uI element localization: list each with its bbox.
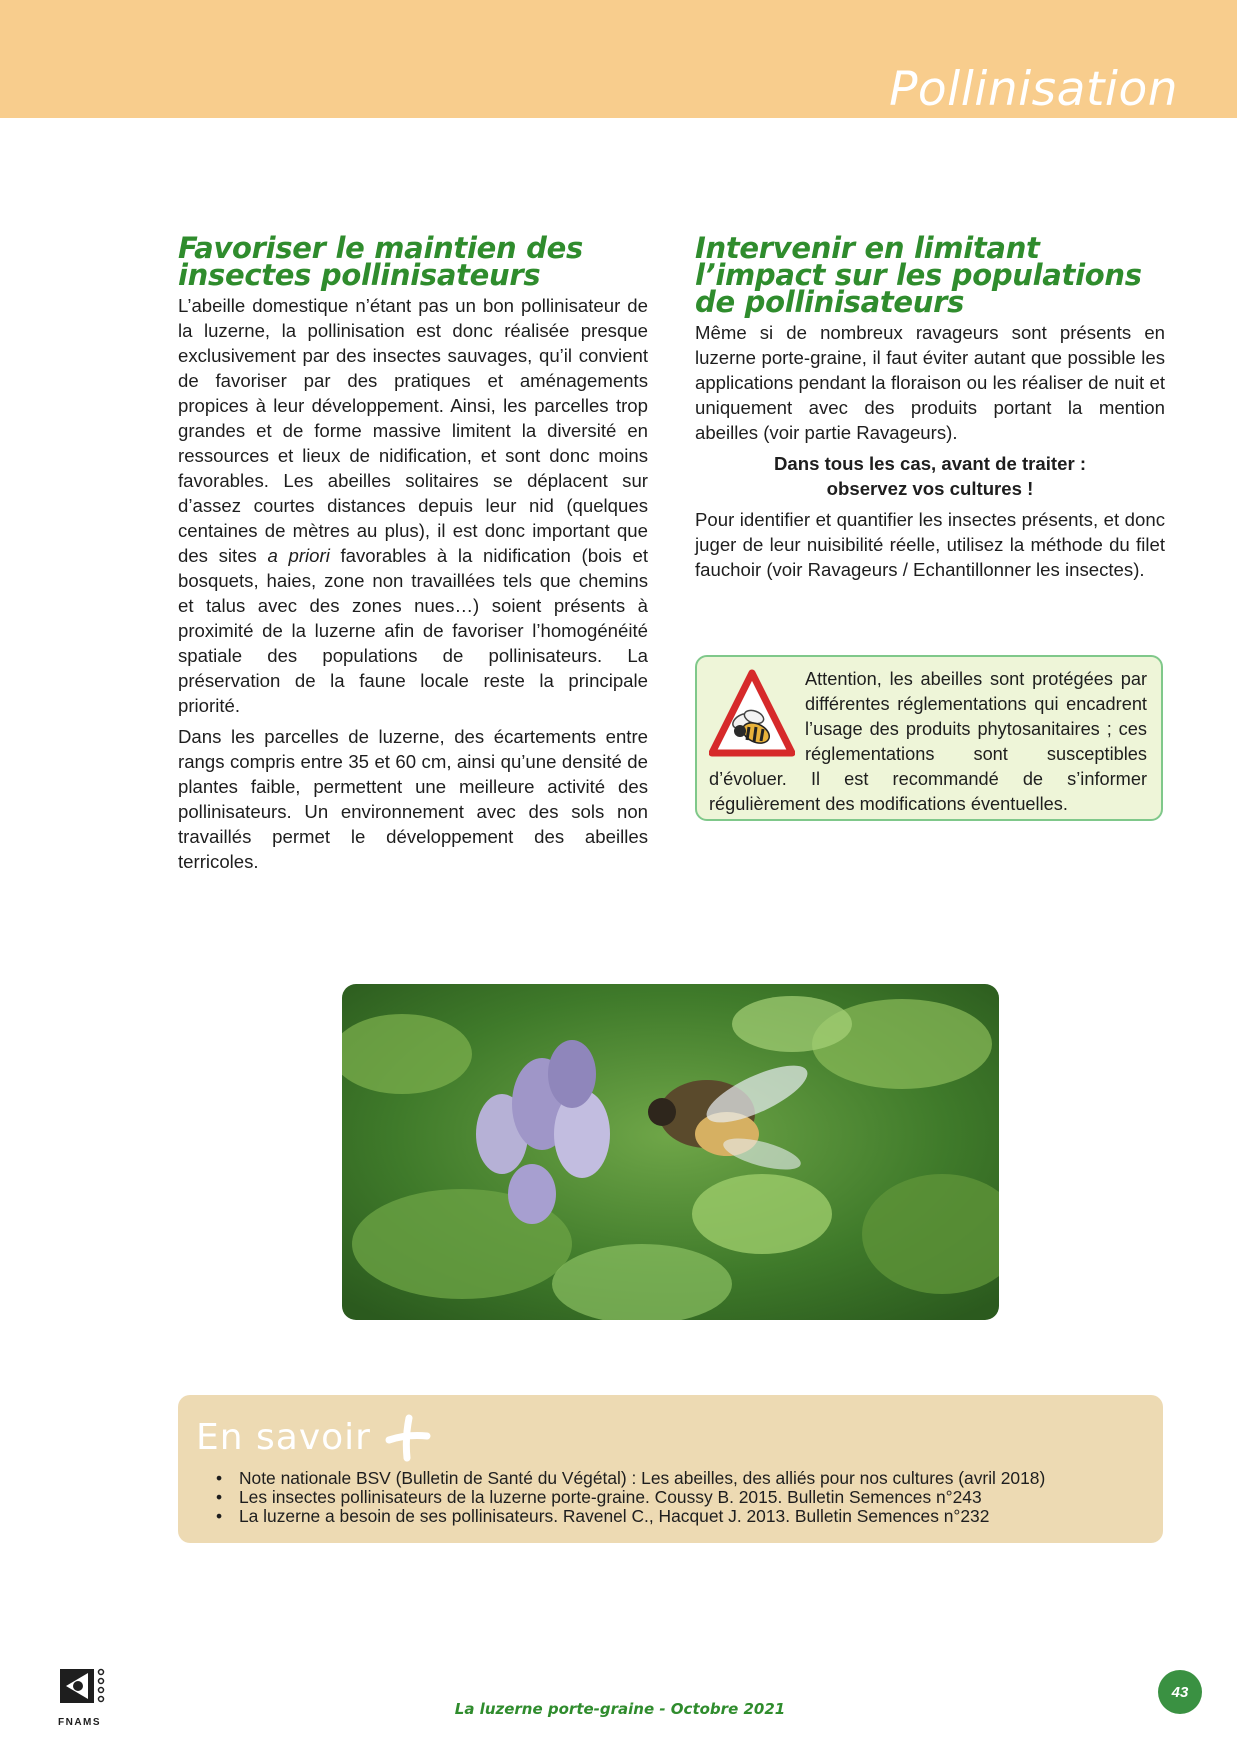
left-paragraph-1-italic: a priori — [267, 545, 330, 566]
logo-text: FNAMS — [58, 1717, 102, 1728]
left-column — [178, 231, 649, 880]
right-heading: Intervenir en limitant l’impact sur les populations de pollinisateurs — [695, 231, 1142, 319]
emphasis-block — [695, 451, 1165, 501]
photo-illustration — [342, 984, 999, 1320]
bee-warning-icon — [709, 669, 795, 759]
alert-box — [695, 655, 1163, 821]
right-column — [695, 231, 1165, 588]
section-title: Pollinisation — [889, 62, 1178, 117]
left-paragraph-1-part-a: L’abeille domestique n’étant pas un bon pollinisateur de la luzerne, la pollinisation est donc réalisée presque exclusivement par des insectes sauvages, qu’il convient de favoriser par des pratiques et aménagements propices à leur développement. Ainsi, les parcelles trop grandes et de forme massive limitent la diversité en ressources et lieux de nidification, et sont donc moins favorables. Les abeilles solitaires se déplacent sur d’assez courtes distances depuis leur nid (quelques centaines de mètres au plus), il est donc important que des sites — [178, 295, 648, 566]
plus-icon — [381, 1414, 433, 1462]
right-paragraph-1: Même si de nombreux ravageurs sont présents en luzerne porte-graine, il faut éviter autant que possible les applications pendant la floraison ou les réaliser de nuit et uniquement avec des produits portant la mention abeilles (voir partie Ravageurs). — [695, 322, 1165, 443]
left-paragraph-1 — [178, 293, 648, 718]
footer-publication: La luzerne porte-graine - Octobre 2021 — [454, 1700, 786, 1718]
bee-on-alfalfa-photo — [342, 984, 999, 1320]
en-savoir-plus-list — [196, 1469, 1143, 1526]
en-savoir-plus-title — [196, 1413, 1143, 1463]
reference-item: • Les insectes pollinisateurs de la luzerne porte-graine. Coussy B. 2015. Bulletin Semences n°243 — [220, 1488, 1143, 1507]
emphasis-line-1: Dans tous les cas, avant de traiter : — [773, 453, 1087, 474]
emphasis-line-2: observez vos cultures ! — [826, 478, 1034, 499]
left-paragraph-2: Dans les parcelles de luzerne, des écartements entre rangs compris entre 35 et 60 cm, ainsi qu’une densité de plantes faible, permettent une meilleure activité des pollinisateurs. Un environnement avec des sols non travaillés permet le développement des abeilles terricoles. — [178, 726, 648, 872]
alert-text: Attention, les abeilles sont protégées par différentes réglementations qui encadrent l’usage des produits phytosanitaires ; ces réglementations sont susceptibles d’évoluer. Il est recommandé de s’informer régulièrement des modifications éventuelles. — [709, 669, 1147, 814]
left-paragraph-1-part-b: favorables à la nidification (bois et bosquets, haies, zone non travaillées tels que chemins et talus avec des zones nues…) soient présents à proximité de la luzerne afin de favoriser l’homogénéité spatiale des populations de pollinisateurs. La préservation de la faune locale reste la principale priorité. — [178, 545, 649, 716]
right-paragraph-2: Pour identifier et quantifier les insectes présents, et donc juger de leur nuisibilité réelle, utilisez la méthode du filet fauchoir (voir Ravageurs / Echantillonner les insectes). — [695, 509, 1165, 580]
reference-item: • Note nationale BSV (Bulletin de Santé du Végétal) : Les abeilles, des alliés pour nos cultures (avril 2018) — [220, 1469, 1143, 1488]
reference-item: • La luzerne a besoin de ses pollinisateurs. Ravenel C., Hacquet J. 2013. Bulletin Semences n°232 — [220, 1507, 1143, 1526]
en-savoir-plus-box — [178, 1395, 1163, 1543]
left-heading: Favoriser le maintien des insectes pollinisateurs — [178, 231, 583, 292]
page-number: 43 — [1158, 1670, 1202, 1714]
en-savoir-title-text: En savoir — [196, 1417, 371, 1458]
